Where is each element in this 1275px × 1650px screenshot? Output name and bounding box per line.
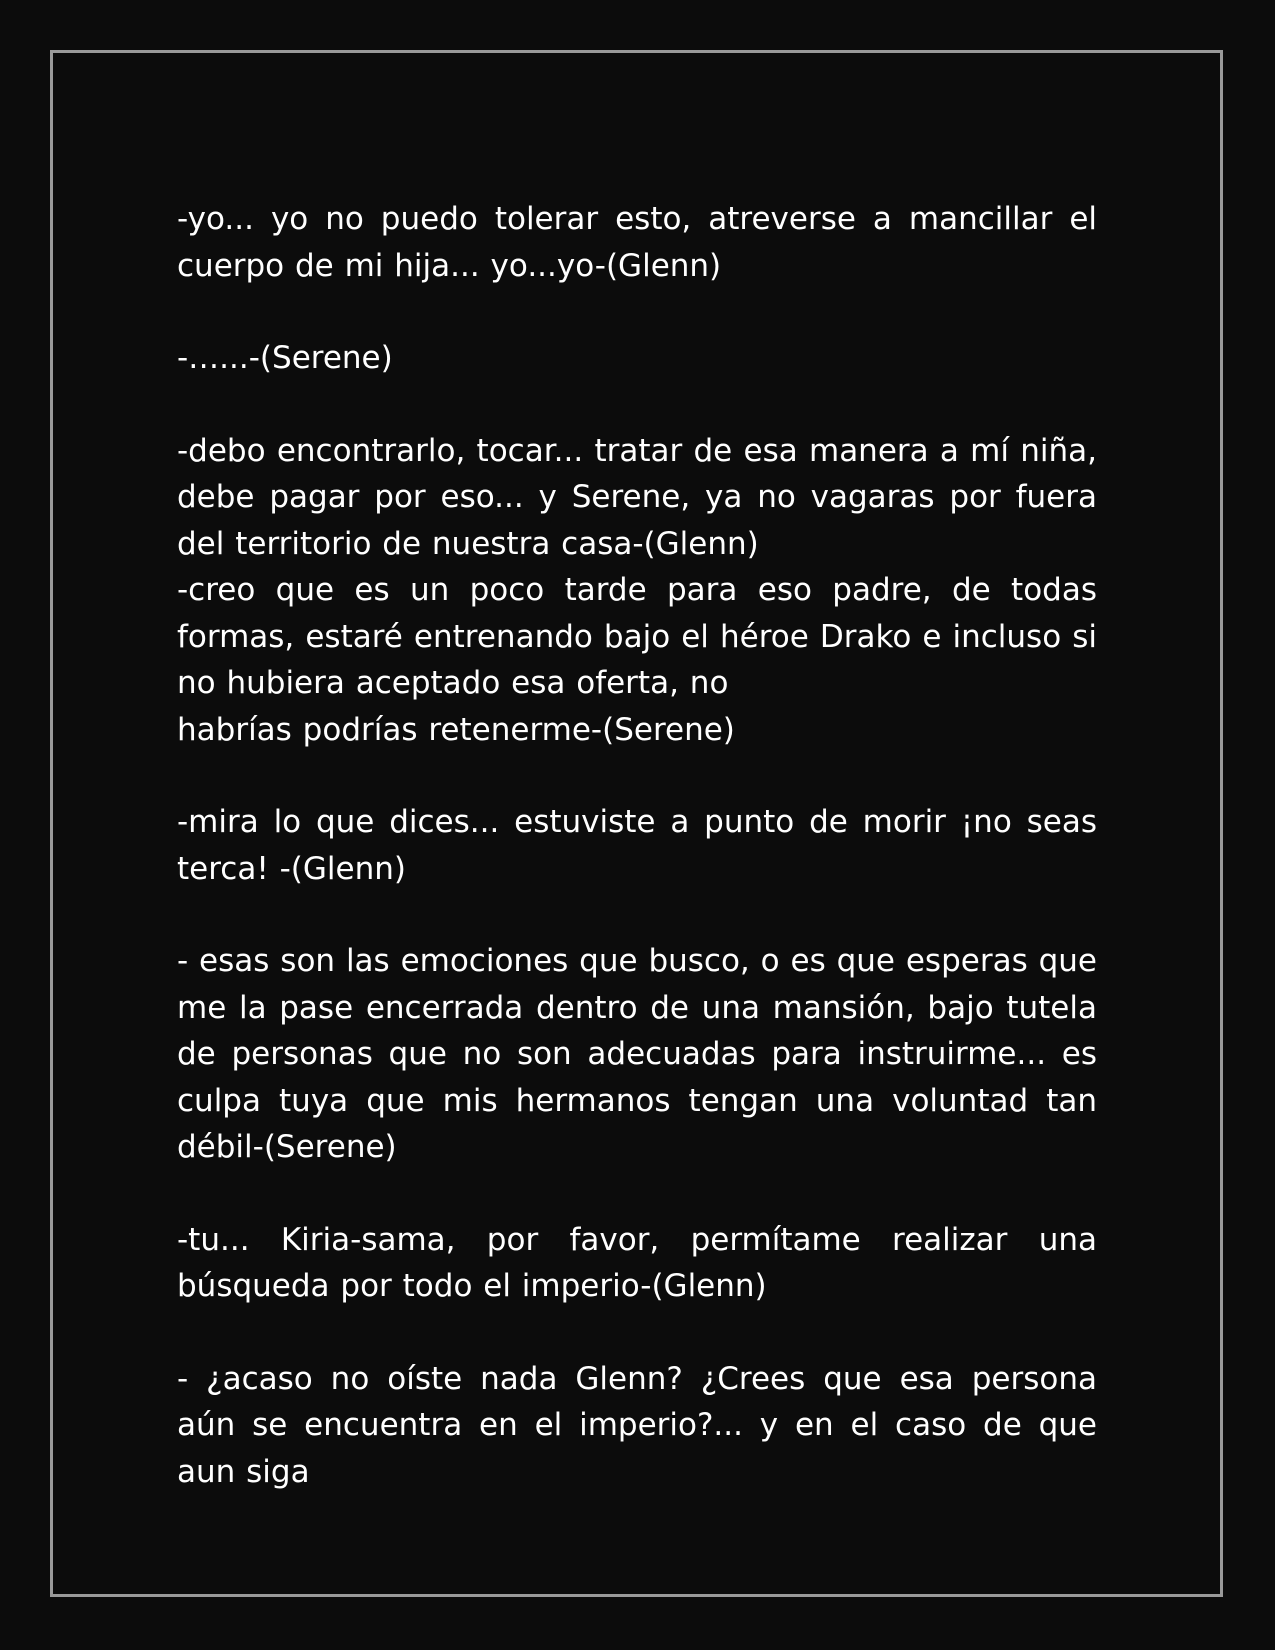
paragraph-7: -tu... Kiria-sama, por favor, permítame realizar una búsqueda por todo el imperio-(Glenn) <box>177 1221 1097 1304</box>
paragraph-5: -mira lo que dices... estuviste a punto de morir ¡no seas terca! -(Glenn) <box>177 804 1097 887</box>
paragraph-2: -…...-(Serene) <box>177 340 393 376</box>
paragraph-6: - esas son las emociones que busco, o es que esperas que me la pase encerrada dentro de una mansión, bajo tutela de personas que no son adecuadas para instruirme... es culpa tuya que mis hermanos tengan una voluntad tan débil-(Serene) <box>177 943 1097 1165</box>
paragraph-1: -yo... yo no puedo tolerar esto, atreverse a mancillar el cuerpo de mi hija... yo...yo-(Glenn) <box>177 201 1097 284</box>
paragraph-3: -debo encontrarlo, tocar... tratar de esa manera a mí niña, debe pagar por eso... y Serene, ya no vagaras por fuera del territorio de nuestra casa-(Glenn) <box>177 432 1097 562</box>
paragraph-4: -creo que es un poco tarde para eso padre, de todas formas, estaré entrenando bajo el héroe Drako e incluso si no hubiera aceptado esa oferta, no habrías podrías retenerme-(Serene) <box>177 572 1097 748</box>
document-text <box>177 196 1097 1495</box>
paragraph-8: - ¿acaso no oíste nada Glenn? ¿Crees que esa persona aún se encuentra en el imperio?... y en el caso de que aun siga <box>177 1360 1097 1490</box>
